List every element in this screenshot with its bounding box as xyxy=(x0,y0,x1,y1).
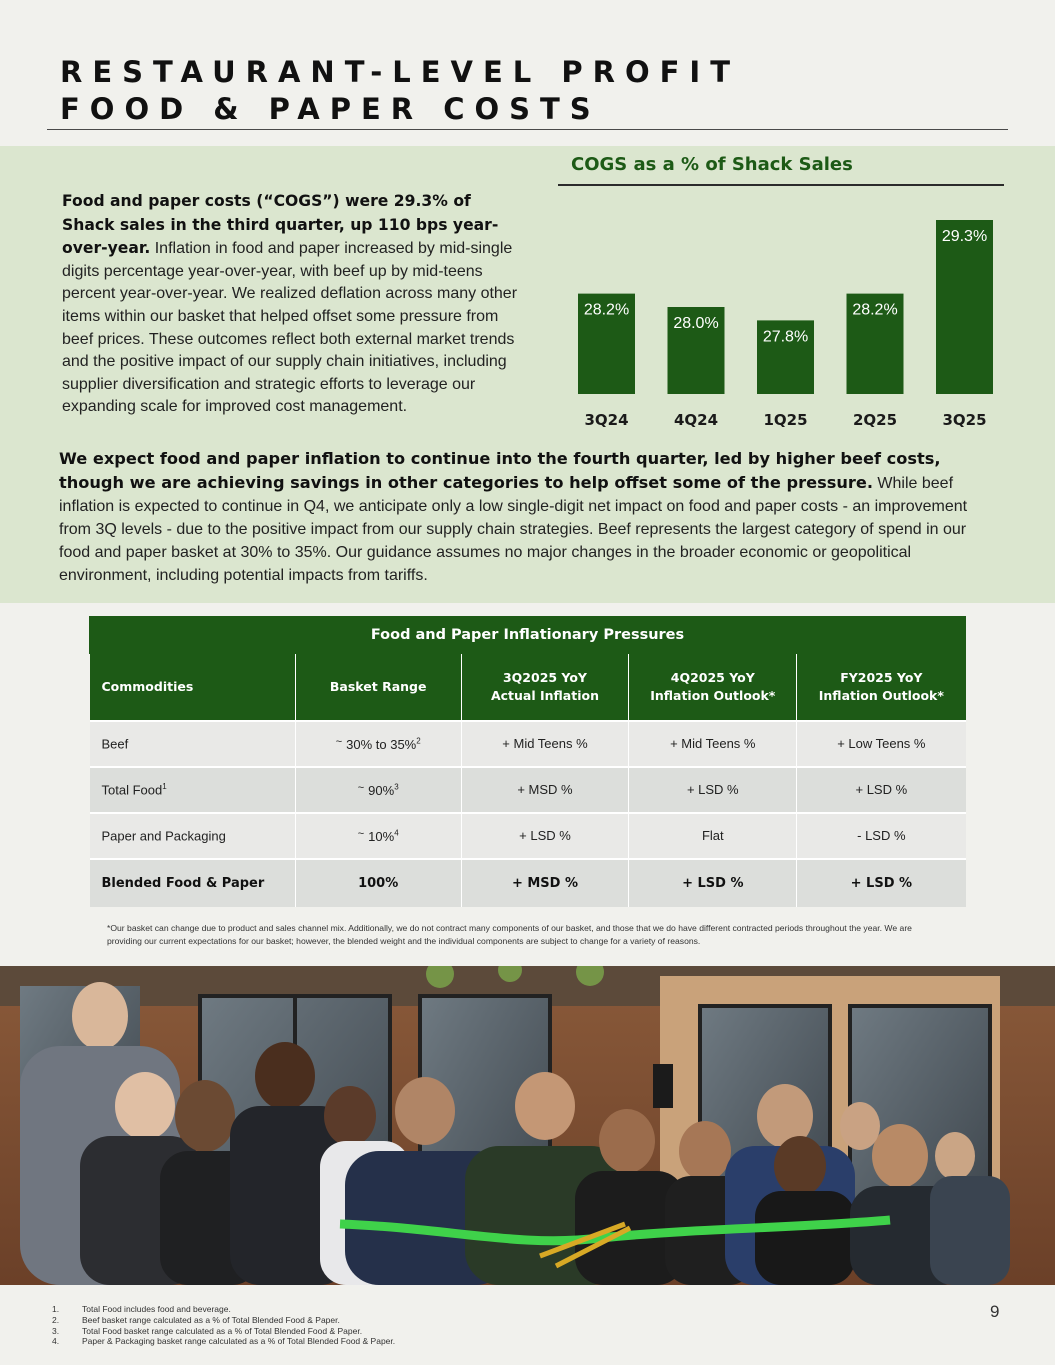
fy-cell: + LSD % xyxy=(797,859,966,907)
commodity-cell: Total Food$^1$ xyxy=(90,767,296,813)
x-tick-label: 3Q24 xyxy=(584,411,629,429)
bar-value-label: 28.2% xyxy=(852,301,898,319)
footnote: 2. Beef basket range calculated as a % of Total Blended Food & Paper. xyxy=(52,1314,340,1325)
header-basket-range: Basket Range xyxy=(295,654,461,721)
x-tick-label: 4Q24 xyxy=(673,411,719,429)
intro-bold: Food and paper costs (“COGS”) were 29.3% of Shack sales in the third quarter, up 110 bps year-over-year. xyxy=(62,192,499,258)
bar-value-label: 28.2% xyxy=(583,301,630,319)
bar-3Q25 xyxy=(936,220,993,394)
commodity-cell: Paper and Packaging xyxy=(90,813,296,859)
page-title xyxy=(60,54,740,128)
footnotes xyxy=(52,1304,395,1347)
table-note: *Our basket can change due to product and sales channel mix. Additionally, we do not contract many components of our basket, and those that we do have different contracted periods throughout the year. We are providing our current expectations for our basket; however, the blended weight and the individual components are subject to change for a variety of reasons. xyxy=(107,923,912,946)
q4-cell: + LSD % xyxy=(629,767,797,813)
table-row xyxy=(90,813,966,859)
fy-cell: + LSD % xyxy=(797,767,966,813)
fy-cell: - LSD % xyxy=(797,813,966,859)
header-3q-actual: 3Q2025 YoY Actual Inflation xyxy=(461,654,629,721)
bar-value-label: 28.0% xyxy=(673,315,719,332)
outlook-paragraph xyxy=(59,447,994,587)
table-row-blended xyxy=(90,859,966,907)
table-caption: Food and Paper Inflationary Pressures xyxy=(90,617,966,654)
title-divider xyxy=(47,129,1008,130)
basket-range-cell: ~ 90%$^3$ xyxy=(295,767,461,813)
table-row xyxy=(90,767,966,813)
table-header-row xyxy=(90,654,966,721)
basket-range-cell: 100% xyxy=(295,859,461,907)
bar-value-label: 29.3% xyxy=(941,228,988,245)
outlook-bold: We expect food and paper inflation to continue into the fourth quarter, led by higher beef costs, though we are achieving savings in other categories to help offset some of the pressure. xyxy=(59,449,941,492)
chart-title-divider xyxy=(558,184,1004,186)
title-line-1: RESTAURANT-LEVEL PROFIT xyxy=(60,55,740,89)
title-line-2: FOOD & PAPER COSTS xyxy=(60,92,601,126)
cogs-bar-chart xyxy=(560,190,1000,440)
page-number: 9 xyxy=(990,1302,1000,1321)
header-4q-outlook: 4Q2025 YoY Inflation Outlook* xyxy=(629,654,797,721)
q3-cell: + LSD % xyxy=(461,813,629,859)
x-tick-label: 1Q25 xyxy=(763,411,808,429)
q3-cell: + MSD % xyxy=(461,767,629,813)
outlook-text: While beef inflation is expected to continue in Q4, we anticipate only a low single-digit net impact on food and paper costs - an improvement from 3Q levels - due to the positive impact from our supply chain strategies. Beef represents the largest category of spend in our food and paper basket at 30% to 35%. Our guidance assumes no major changes in the broader economic or geopolitical environment, including potential impacts from tariffs. xyxy=(59,475,968,584)
ribbon-cutting-illustration xyxy=(0,966,1055,1285)
chart-title: COGS as a % of Shack Sales xyxy=(571,154,853,175)
footnote: 3. Total Food basket range calculated as a % of Total Blended Food & Paper. xyxy=(52,1325,363,1336)
footnote: 1. Total Food includes food and beverage. xyxy=(52,1304,231,1314)
q3-cell: + Mid Teens % xyxy=(461,721,629,767)
ribbon-cutting-photo xyxy=(0,966,1055,1285)
basket-range-cell: ~ 10%$^4$ xyxy=(295,813,461,859)
intro-paragraph xyxy=(62,190,520,419)
header-commodities: Commodities xyxy=(90,654,296,721)
x-tick-label: 3Q25 xyxy=(942,411,987,429)
intro-text: Inflation in food and paper increased by mid-single digits percentage year-over-year, with beef up by mid-teens percent year-over-year. We realized deflation across many other items within our basket that helped offset some pressure from beef prices. These outcomes reflect both external market trends and the positive impact of our supply chain initiatives, including supplier diversification and strategic efforts to leverage our expanding scale for improved cost management. xyxy=(62,240,518,416)
commodity-cell: Beef xyxy=(90,721,296,767)
q4-cell: + Mid Teens % xyxy=(629,721,797,767)
fy-cell: + Low Teens % xyxy=(797,721,966,767)
x-tick-label: 2Q25 xyxy=(852,411,898,429)
table-row xyxy=(90,721,966,767)
q3-cell: + MSD % xyxy=(461,859,629,907)
commodity-cell: Blended Food & Paper xyxy=(90,859,296,907)
bar-value-label: 27.8% xyxy=(762,328,809,346)
footnote: 4. Paper & Packaging basket range calculated as a % of Total Blended Food & Paper. xyxy=(52,1336,396,1347)
q4-cell: + LSD % xyxy=(629,859,797,907)
basket-range-cell: ~ 30% to 35%$^2$ xyxy=(295,721,461,767)
inflation-table xyxy=(89,616,966,907)
header-fy-outlook: FY2025 YoY Inflation Outlook* xyxy=(797,654,966,721)
q4-cell: Flat xyxy=(629,813,797,859)
